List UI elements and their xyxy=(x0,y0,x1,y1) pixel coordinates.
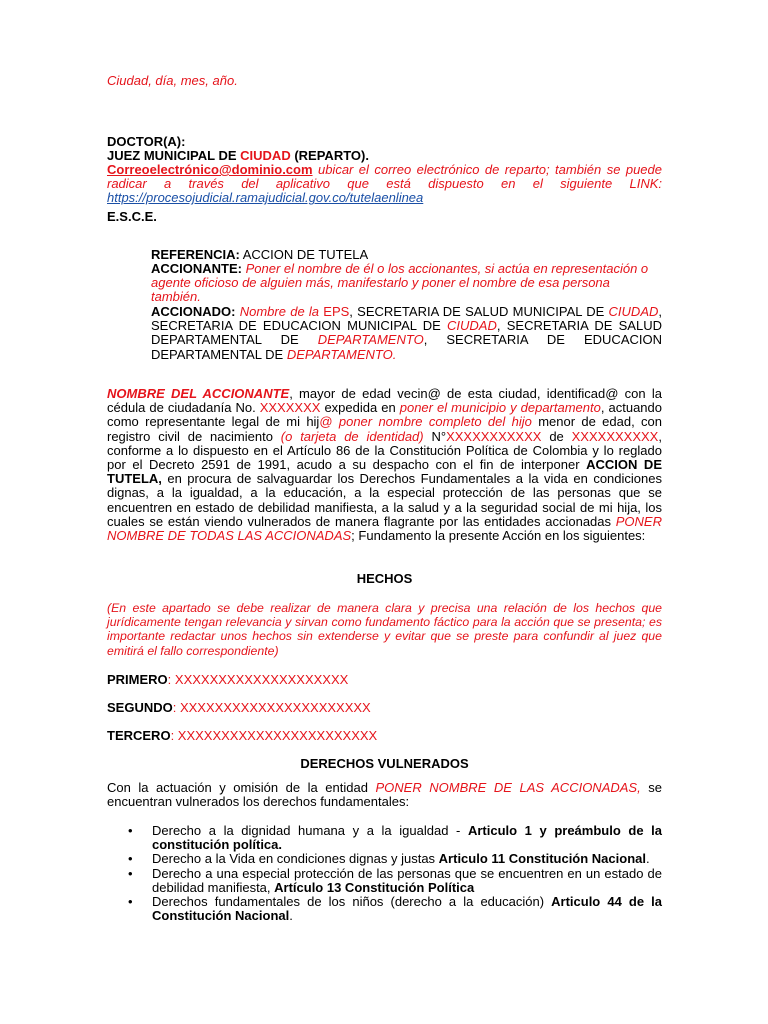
child-name: poner nombre completo del hijo xyxy=(332,414,532,430)
derecho-tail: . xyxy=(289,908,293,924)
tutela-link[interactable]: https://procesojudicial.ramajudicial.gov.co/tutelaenlinea xyxy=(107,190,424,206)
tercero-label: TERCERO xyxy=(107,728,171,743)
intro-text-8: en procura de salvaguardar los Derechos Fundamentales a la vida en condiciones dignas, a la igualdad, a la educación, a la especial protección de las personas que se encuentren en estado de debilidad manifiesta, a la salud y a la seguridad social de mi hija, los cuales se están viendo vulnerados de manera flagrante por las entidades accionadas xyxy=(107,471,662,529)
accion-tutela: ACCION DE TUTELA, xyxy=(107,457,662,487)
reference-label: REFERENCIA: xyxy=(151,247,240,262)
bullet-dot: • xyxy=(128,865,133,881)
accionado-text-3: , SECRETARIA DE SALUD DEPARTAMENTAL DE xyxy=(151,318,662,348)
list-item xyxy=(107,824,662,852)
accionadas-names: PONER NOMBRE DE TODAS LAS ACCIONADAS xyxy=(107,513,662,544)
hecho-tercero xyxy=(107,729,662,743)
derecho-article: Articulo 11 Constitución Nacional xyxy=(438,851,646,867)
derecho-article: Artículo 13 Constitución Política xyxy=(274,879,475,895)
registry-place: XXXXXXXXXX xyxy=(571,428,659,444)
intro-text-6: de xyxy=(541,428,572,444)
bullet-dot: • xyxy=(128,823,133,838)
bullet-dot: • xyxy=(128,851,133,867)
accionado-label: ACCIONADO: xyxy=(151,304,236,319)
derechos-list xyxy=(107,824,662,923)
email-link[interactable]: Correoelectrónico@dominio.com xyxy=(107,162,313,177)
derecho-text: Derecho a la dignidad humana y a la igualdad - xyxy=(152,823,468,838)
intro-text-1: , mayor de edad vecin@ de esta ciudad, identificad@ con la cédula de ciudadanía No. xyxy=(107,386,662,416)
derecho-tail: . xyxy=(645,851,650,867)
derecho-article: Articulo 1 y preámbulo de la constitución política. xyxy=(152,823,662,853)
cedula-number: XXXXXXX xyxy=(259,400,321,416)
accionante-block xyxy=(151,262,662,305)
hecho-segundo xyxy=(107,701,662,715)
list-item xyxy=(107,867,662,895)
primero-value: : XXXXXXXXXXXXXXXXXXXX xyxy=(167,672,349,687)
intro-text-3: , actuando como representante legal de mi hij xyxy=(107,400,662,430)
accionante-value: Poner el nombre de él o los accionantes, si actúa en representación o agente oficioso de alguien más, manifestarlo y poner el nombre de esa persona también. xyxy=(151,261,649,305)
hechos-instructions: (En este apartado se debe realizar de manera clara y precisa una relación de los hechos que jurídicamente tengan relevancia y sirvan como fundamento fáctico para la acción que se presenta; es importante redactar unos hechos sin extenderse y evitar que se preste para confundir al juez que emitirá el fallo correspondiente) xyxy=(107,601,662,658)
list-item xyxy=(107,852,662,866)
date-line: Ciudad, día, mes, año. xyxy=(107,73,238,88)
accionado-eps-note: Nombre de la xyxy=(235,304,324,319)
derecho-text: Derecho a la Vida en condiciones dignas y justas xyxy=(152,851,439,867)
addressee-title: DOCTOR(A): xyxy=(107,134,186,149)
judge-city: CIUDAD xyxy=(240,148,291,163)
accionado-block xyxy=(151,305,662,362)
derecho-text: Derecho a una especial protección de las personas que se encuentren en un estado de debilidad manifiesta, xyxy=(152,865,662,895)
intro-text-2: expedida en xyxy=(320,400,400,416)
accionado-dep-2: DEPARTAMENTO. xyxy=(286,346,397,362)
accionado-text-2: , SECRETARIA DE EDUCACION MUNICIPAL DE xyxy=(151,304,663,334)
intro-text-9: ; Fundamento la presente Acción en los siguientes: xyxy=(351,528,646,544)
judge-suffix: (REPARTO). xyxy=(290,148,369,163)
accionante-name: NOMBRE DEL ACCIONANTE xyxy=(107,386,290,401)
judge-prefix: JUEZ MUNICIPAL DE xyxy=(107,148,241,163)
accionado-dep-1: DEPARTAMENTO xyxy=(317,332,424,348)
email-note: ubicar el correo electrónico de reparto; también se puede radicar a través del aplicativo que está dispuesto en el siguiente LINK: xyxy=(107,162,662,192)
derechos-entity: PONER NOMBRE DE LAS ACCIONADAS, xyxy=(375,780,641,795)
expedition-place: poner el municipio y departamento xyxy=(399,400,601,416)
derecho-article: Articulo 44 de la Constitución Nacional xyxy=(152,894,662,924)
accionado-text-1: , SECRETARIA DE SALUD MUNICIPAL DE xyxy=(349,304,609,319)
derechos-title: DERECHOS VULNERADOS xyxy=(300,756,469,771)
intro-paragraph xyxy=(107,387,662,543)
hechos-title: HECHOS xyxy=(356,571,413,586)
reference-value: ACCION DE TUTELA xyxy=(239,247,369,262)
bullet-dot: • xyxy=(128,894,133,910)
id-card-note: (o tarjeta de identidad) xyxy=(280,428,424,444)
accionado-city-2: CIUDAD xyxy=(447,318,497,334)
accionado-eps: EPS xyxy=(323,304,350,319)
hecho-primero xyxy=(107,673,662,687)
accionante-label: ACCIONANTE: xyxy=(151,261,242,276)
intro-text-7: , conforme a lo dispuesto en el Artículo 86 de la Constitución Política de Colombia y lo reglado por el Decreto 2591 de 1991, acudo a su despacho con el fin de interponer xyxy=(107,428,662,473)
intro-text-5: N° xyxy=(423,428,447,444)
derechos-intro xyxy=(107,781,662,809)
derechos-intro-text-2: se encuentran vulnerados los derechos fundamentales: xyxy=(107,780,662,810)
segundo-value: : XXXXXXXXXXXXXXXXXXXXXX xyxy=(172,700,371,715)
accionado-city-1: CIUDAD xyxy=(608,304,659,319)
intro-text-4: menor de edad, con registro civil de nacimiento xyxy=(107,414,662,444)
registry-number: XXXXXXXXXXX xyxy=(446,428,542,444)
derecho-text: Derechos fundamentales de los niños (derecho a la educación) xyxy=(152,894,552,910)
esce-line: E.S.C.E. xyxy=(107,209,157,224)
accionado-text-4: , SECRETARIA DE EDUCACION DEPARTAMENTAL DE xyxy=(151,332,662,362)
derechos-intro-text-1: Con la actuación y omisión de la entidad xyxy=(107,780,376,795)
child-gender: @ xyxy=(319,414,333,430)
addressee-email-block xyxy=(107,163,662,206)
primero-label: PRIMERO xyxy=(107,672,168,687)
segundo-label: SEGUNDO xyxy=(107,700,173,715)
tercero-value: : XXXXXXXXXXXXXXXXXXXXXXX xyxy=(170,728,378,743)
list-item xyxy=(107,895,662,923)
